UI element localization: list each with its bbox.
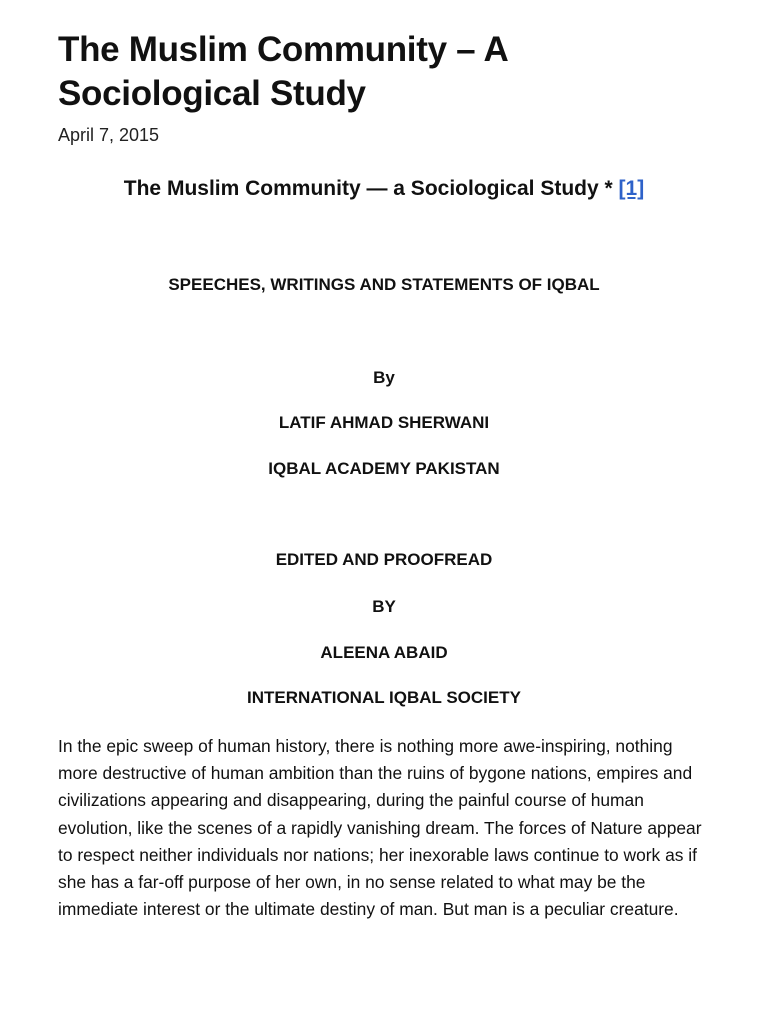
by-label: By (373, 368, 395, 387)
footnote-link[interactable]: [1] (618, 177, 645, 200)
publisher-name: IQBAL ACADEMY PAKISTAN (268, 459, 500, 478)
society-name: INTERNATIONAL IQBAL SOCIETY (247, 688, 521, 707)
by-label-editor: BY (372, 597, 396, 616)
post-date: April 7, 2015 (58, 125, 160, 145)
editor-name: ALEENA ABAID (320, 643, 448, 662)
article-subtitle-text: The Muslim Community — a Sociological Study * (123, 177, 613, 200)
body-paragraph: In the epic sweep of human history, there is nothing more awe-inspiring, nothing more destructive of human ambition than the ruins of bygone nations, empires and civilizations appearing and disappearing, during the painful course of human evolution, like the scenes of a rapidly vanishing dream. The forces of Nature appear to respect neither individuals nor nations; her inexorable laws continue to work as if she has a far-off purpose of her own, in no sense related to what may be the immediate interest or the ultimate destiny of man. But man is a peculiar creature. (58, 736, 702, 920)
edited-label: EDITED AND PROOFREAD (275, 550, 493, 569)
article-subtitle (0, 175, 768, 203)
author-name: LATIF AHMAD SHERWANI (278, 413, 490, 432)
heading-speeches: SPEECHES, WRITINGS AND STATEMENTS OF IQBAL (168, 275, 600, 294)
post-title: The Muslim Community – A Sociological Study (58, 30, 508, 113)
